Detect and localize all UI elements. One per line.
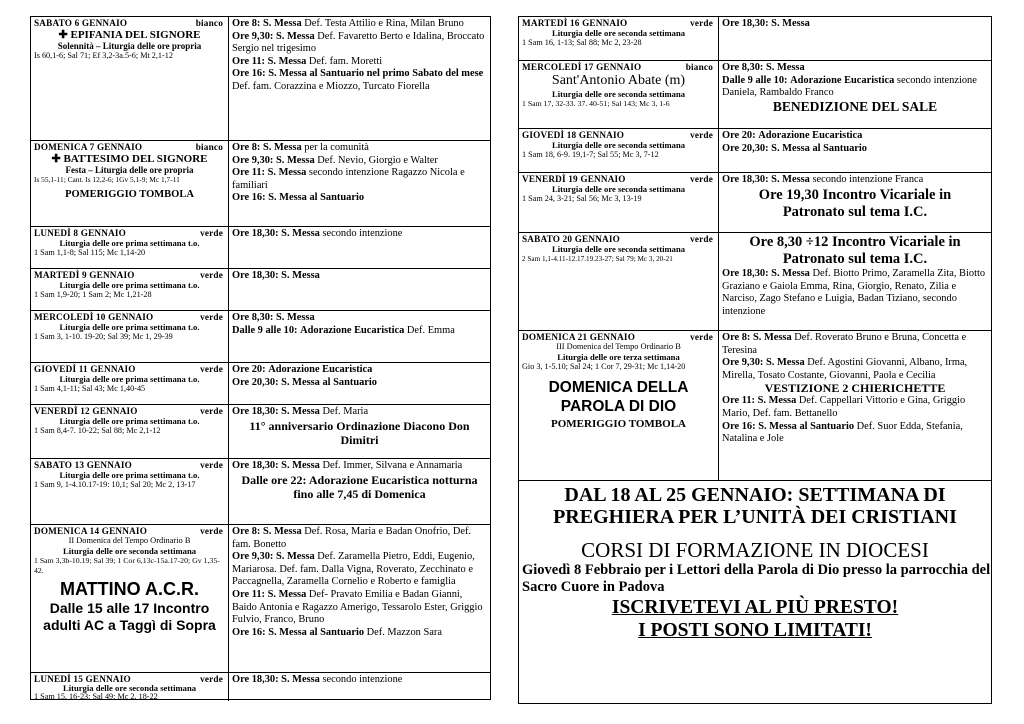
day-info bbox=[31, 17, 229, 140]
announcement-cta: I POSTI SONO LIMITATI! bbox=[638, 620, 872, 641]
mass-item: Ore 18,30: S. Messa Def. Biotto Primo, Zaramella Zita, Biotto Graziano e Gaiola Emma, Rina, Giorgio, Renato, Zilia e Narciso, Zago Stefano e Luigia, Badan Tiziano, secondo intenzione bbox=[722, 268, 986, 317]
event-note: BENEDIZIONE DEL SALE bbox=[772, 98, 938, 114]
day-header bbox=[522, 332, 715, 342]
mass-list bbox=[229, 311, 490, 362]
bible-references: 1 Sam 1,1-8; Sal 115; Mc 1,14-20 bbox=[34, 248, 146, 257]
liturgy-note: Liturgia delle ore seconda settimana bbox=[551, 28, 686, 38]
mass-item: Ore 8: S. Messa Def. Roverato Bruno e Bruna, Concetta e Teresina bbox=[722, 332, 967, 356]
event-note: Ore 8,30 ÷12 Incontro Vicariale in Patronato sul tema I.C. bbox=[749, 234, 961, 267]
day-info bbox=[519, 129, 719, 172]
feast-name: EPIFANIA DEL SIGNORE bbox=[70, 29, 201, 41]
day-block-gio18 bbox=[519, 129, 991, 173]
day-block-mar16 bbox=[519, 17, 991, 61]
day-title: LUNEDÌ 8 GENNAIO bbox=[34, 228, 127, 238]
feast-name: BATTESIMO DEL SIGNORE bbox=[63, 153, 208, 165]
mass-list bbox=[719, 61, 991, 128]
bible-references: 1 Sam 3, 1-10. 19-20; Sal 39; Mc 1, 29-39 bbox=[34, 332, 173, 341]
announcement-text: Giovedì 8 Febbraio per i Lettori della Parola di Dio presso la parrocchia del Sacro Cuore in Padova bbox=[522, 562, 991, 595]
liturgy-note: Liturgia delle ore seconda settimana bbox=[62, 683, 197, 693]
mass-item: Dalle 9 alle 10: Adorazione Eucaristica secondo intenzione Daniela, Rambaldo Franco bbox=[722, 74, 977, 99]
day-header bbox=[522, 174, 715, 184]
liturgical-color: verde bbox=[200, 228, 223, 238]
mass-list bbox=[229, 17, 490, 140]
liturgy-subtitle: II Domenica del Tempo Ordinario B bbox=[68, 536, 191, 545]
liturgical-color: verde bbox=[200, 312, 223, 322]
feast-title bbox=[34, 28, 225, 41]
mass-item: Ore 8: S. Messa Def. Testa Attilio e Rina, Milan Bruno bbox=[232, 18, 464, 29]
day-info bbox=[519, 61, 719, 128]
bible-references: 1 Sam 15, 16-23; Sal 49; Mc 2, 18-22 bbox=[34, 691, 158, 701]
mass-list bbox=[719, 173, 991, 232]
bible-references: 1 Sam 16, 1-13; Sal 88; Mc 2, 23-28 bbox=[522, 38, 642, 47]
liturgical-color: bianco bbox=[685, 62, 713, 72]
day-header bbox=[34, 270, 225, 280]
mass-item: Ore 20,30: S. Messa al Santuario bbox=[232, 376, 378, 388]
day-header bbox=[522, 18, 715, 28]
liturgy-note: Liturgia delle ore prima settimana t.o. bbox=[59, 374, 200, 384]
liturgy-note: Liturgia delle ore seconda settimana bbox=[551, 184, 686, 194]
liturgical-color: verde bbox=[200, 364, 223, 374]
liturgical-color: verde bbox=[200, 270, 223, 280]
day-info bbox=[519, 173, 719, 232]
day-block-sab20 bbox=[519, 233, 991, 331]
mass-list bbox=[719, 331, 991, 480]
feast-title: Sant'Antonio Abate (m) bbox=[551, 73, 686, 88]
mass-item: Ore 9,30: S. Messa Def. Agostini Giovanni, Albano, Irma, Mirella, Tosato Costante, Giovanni, Paola e Cecilia bbox=[722, 357, 968, 381]
event-note: VESTIZIONE 2 CHIERICHETTE bbox=[764, 381, 946, 396]
liturgy-note: Liturgia delle ore terza settimana bbox=[557, 352, 680, 362]
day-block-dom14 bbox=[31, 525, 490, 673]
mass-item: Ore 16: S. Messa al Santuario Def. Mazzon Sara bbox=[232, 626, 442, 638]
mass-item: Ore 18,30: S. Messa secondo intenzione Franca bbox=[722, 174, 924, 185]
mass-item: Ore 11: S. Messa Def. Cappellari Vittorio e Gina, Griggio Mario, Def. fam. Bettanello bbox=[722, 395, 966, 419]
mass-item: Ore 8,30: S. Messa bbox=[232, 312, 315, 323]
day-title: MARTEDÌ 16 GENNAIO bbox=[522, 18, 628, 28]
liturgical-color: verde bbox=[690, 130, 713, 140]
day-info bbox=[31, 459, 229, 524]
liturgy-subtitle: III Domenica del Tempo Ordinario B bbox=[556, 342, 681, 351]
bible-references: 1 Sam 4,1-11; Sal 43; Mc 1,40-45 bbox=[34, 384, 146, 393]
day-title: DOMENICA 14 GENNAIO bbox=[34, 526, 148, 536]
mass-item: Ore 11: S. Messa Def- Pravato Emilia e Badan Gianni, Baido Antonia e Ragazzo Amerigo, Tessarolo Ester, Griggio Fulvio, Franco, Bruno bbox=[232, 588, 483, 626]
event-title: MATTINO A.C.R. bbox=[60, 579, 199, 599]
feast-subtitle: Solennità – Liturgia delle ore propria bbox=[57, 41, 202, 51]
liturgical-color: verde bbox=[200, 674, 223, 684]
day-title: MERCOLEDÌ 17 GENNAIO bbox=[522, 62, 642, 72]
mass-item: Ore 20: Adorazione Eucaristica bbox=[722, 130, 863, 141]
mass-item: Ore 8: S. Messa Def. Rosa, Maria e Badan Onofrio, Def. fam. Bonetto bbox=[232, 526, 472, 550]
mass-list bbox=[229, 405, 490, 458]
liturgy-note: Liturgia delle ore prima settimana t.o. bbox=[59, 238, 200, 248]
mass-list bbox=[229, 141, 490, 226]
event-title: DOMENICA DELLA PAROLA DI DIO bbox=[548, 379, 689, 415]
mass-item: Ore 18,30: S. Messa Def. Immer, Silvana e Annamaria bbox=[232, 460, 463, 471]
day-info bbox=[31, 227, 229, 268]
day-info bbox=[31, 363, 229, 404]
day-block-dom7 bbox=[31, 141, 490, 227]
announcement-title: DAL 18 AL 25 GENNAIO: SETTIMANA DI PREGHIERA PER L’UNITÀ DEI CRISTIANI bbox=[553, 484, 957, 528]
feast-subtitle: Festa – Liturgia delle ore propria bbox=[65, 165, 194, 175]
mass-item: Ore 9,30: S. Messa Def. Favaretto Berto e Idalina, Broccato Sergio nel trigesimo bbox=[232, 30, 485, 55]
mass-item: Ore 9,30: S. Messa Def. Zaramella Pietro, Eddi, Eugenio, Mariarosa. Def. fam. Dalla Vigna, Roverato, Zecchinato e Paccagnella, Zaramella Cornelio e Roberto e famiglia bbox=[232, 551, 475, 588]
liturgical-color: bianco bbox=[195, 18, 223, 28]
mass-item: Ore 18,30: S. Messa secondo intenzione bbox=[232, 674, 403, 685]
day-title: DOMENICA 7 GENNAIO bbox=[34, 142, 143, 152]
day-block-mer17 bbox=[519, 61, 991, 129]
day-info bbox=[31, 311, 229, 362]
announcement-cta: ISCRIVETEVI AL PIÙ PRESTO! bbox=[611, 597, 899, 618]
day-info bbox=[519, 331, 719, 480]
day-block-mar9 bbox=[31, 269, 490, 311]
day-header bbox=[34, 526, 225, 536]
mass-item: Ore 18,30: S. Messa Def. Maria bbox=[232, 406, 369, 417]
mass-item: Dalle 9 alle 10: Adorazione Eucaristica Def. Emma bbox=[232, 324, 455, 336]
event-note: Dalle ore 22: Adorazione Eucaristica notturna fino alle 7,45 di Domenica bbox=[241, 472, 478, 502]
cross-icon: ✚ bbox=[58, 29, 68, 41]
bible-references: 1 Sam 24, 3-21; Sal 56; Mc 3, 13-19 bbox=[522, 194, 642, 203]
bible-references: Is 60,1-6; Sal 71; Ef 3,2-3a.5-6; Mt 2,1-12 bbox=[34, 51, 173, 60]
bible-references: 1 Sam 17, 32-33. 37. 40-51; Sal 143; Mc 3, 1-6 bbox=[522, 99, 670, 108]
day-title: VENERDÌ 12 GENNAIO bbox=[34, 406, 138, 416]
bible-references: 1 Sam 8,4-7. 10-22; Sal 88; Mc 2,1-12 bbox=[34, 426, 161, 435]
liturgy-note: Liturgia delle ore prima settimana t.o. bbox=[59, 416, 200, 426]
day-title: SABATO 13 GENNAIO bbox=[34, 460, 133, 470]
day-title: GIOVEDÌ 11 GENNAIO bbox=[34, 364, 136, 374]
mass-item: Ore 18,30: S. Messa secondo intenzione bbox=[232, 228, 403, 239]
left-column bbox=[30, 16, 491, 700]
liturgical-color: bianco bbox=[195, 142, 223, 152]
mass-item: Ore 18,30: S. Messa bbox=[232, 270, 320, 281]
day-info bbox=[519, 233, 719, 330]
day-title: VENERDÌ 19 GENNAIO bbox=[522, 174, 626, 184]
event-subtitle: Dalle 15 alle 17 Incontro adulti AC a Taggì di Sopra bbox=[43, 600, 216, 633]
liturgy-note: Liturgia delle ore seconda settimana bbox=[62, 546, 197, 556]
mass-list bbox=[719, 17, 991, 60]
event-note: 11° anniversario Ordinazione Diacono Don Dimitri bbox=[249, 418, 470, 448]
mass-list bbox=[229, 525, 490, 672]
mass-item: Ore 18,30: S. Messa bbox=[722, 18, 810, 29]
event-note: Ore 19,30 Incontro Vicariale in Patronato sul tema I.C. bbox=[758, 186, 952, 220]
mass-item: Ore 11: S. Messa Def. fam. Moretti bbox=[232, 55, 383, 67]
bible-references: Gio 3, 1-5.10; Sal 24; 1 Cor 7, 29-31; Mc 1,14-20 bbox=[522, 362, 686, 371]
day-info bbox=[31, 673, 229, 701]
mass-list bbox=[229, 363, 490, 404]
mass-item: Ore 20,30: S. Messa al Santuario bbox=[722, 142, 868, 154]
liturgical-color: verde bbox=[690, 234, 713, 244]
liturgical-color: verde bbox=[690, 174, 713, 184]
day-block-sab13 bbox=[31, 459, 490, 525]
day-info bbox=[31, 269, 229, 310]
day-info bbox=[519, 17, 719, 60]
day-block-sab6 bbox=[31, 17, 490, 141]
day-block-lun15 bbox=[31, 673, 490, 701]
liturgical-color: verde bbox=[200, 460, 223, 470]
day-header bbox=[522, 62, 715, 72]
liturgy-note: Liturgia delle ore seconda settimana bbox=[551, 244, 686, 254]
event-note: POMERIGGIO TOMBOLA bbox=[551, 418, 686, 430]
mass-list bbox=[229, 459, 490, 524]
liturgy-note: Liturgia delle ore seconda settimana bbox=[551, 140, 686, 150]
announcement-box bbox=[519, 482, 991, 703]
bible-references: 2 Sam 1,1-4.11-12.17.19.23-27; Sal 79; Mc 3, 20-21 bbox=[522, 255, 673, 263]
mass-item: Ore 8: S. Messa per la comunità bbox=[232, 142, 369, 153]
liturgy-note: Liturgia delle ore seconda settimana bbox=[551, 89, 686, 99]
day-title: SABATO 20 GENNAIO bbox=[522, 234, 621, 244]
feast-title bbox=[34, 152, 225, 165]
event-note: POMERIGGIO TOMBOLA bbox=[65, 189, 194, 200]
day-info bbox=[31, 141, 229, 226]
day-header bbox=[34, 142, 225, 152]
day-header bbox=[34, 18, 225, 28]
liturgy-note: Liturgia delle ore prima settimana t.o. bbox=[59, 322, 200, 332]
day-header bbox=[522, 130, 715, 140]
day-title: DOMENICA 21 GENNAIO bbox=[522, 332, 636, 342]
day-header bbox=[34, 460, 225, 470]
mass-item: Ore 16: S. Messa al Santuario nel primo Sabato del mese Def. fam. Corazzina e Miozzo, Turcato Fiorella bbox=[232, 68, 484, 92]
day-header bbox=[522, 234, 715, 244]
bible-references: 1 Sam 3,3b-10.19; Sal 39; 1 Cor 6,13c-15a.17-20; Gv 1,35-42. bbox=[34, 556, 220, 575]
liturgy-note: Liturgia delle ore prima settimana t.o. bbox=[59, 280, 200, 290]
day-header bbox=[34, 406, 225, 416]
day-header bbox=[34, 312, 225, 322]
mass-list bbox=[229, 269, 490, 310]
liturgy-note: Liturgia delle ore prima settimana t.o. bbox=[59, 470, 200, 480]
bible-references: 1 Sam 18, 6-9. 19,1-7; Sal 55; Mc 3, 7-12 bbox=[522, 150, 659, 159]
day-info bbox=[31, 525, 229, 672]
mass-item: Ore 16: S. Messa al Santuario bbox=[232, 192, 365, 204]
mass-item: Ore 8,30: S. Messa bbox=[722, 62, 805, 73]
day-title: MERCOLEDÌ 10 GENNAIO bbox=[34, 312, 154, 322]
day-title: MARTEDÌ 9 GENNAIO bbox=[34, 270, 135, 280]
day-header bbox=[34, 364, 225, 374]
day-block-lun8 bbox=[31, 227, 490, 269]
cross-icon: ✚ bbox=[51, 153, 61, 165]
bible-references: 1 Sam 9, 1-4.10.17-19: 10,1; Sal 20; Mc 2, 13-17 bbox=[34, 480, 196, 489]
day-block-gio11 bbox=[31, 363, 490, 405]
liturgical-color: verde bbox=[200, 526, 223, 536]
day-title: GIOVEDÌ 18 GENNAIO bbox=[522, 130, 625, 140]
day-block-mer10 bbox=[31, 311, 490, 363]
mass-item: Ore 16: S. Messa al Santuario Def. Suor Edda, Stefania, Natalina e Jole bbox=[722, 420, 963, 445]
mass-list bbox=[229, 227, 490, 268]
bible-references: 1 Sam 1,9-20; 1 Sam 2; Mc 1,21-28 bbox=[34, 290, 152, 299]
day-header bbox=[34, 228, 225, 238]
announcement-subtitle: CORSI DI FORMAZIONE IN DIOCESI bbox=[581, 538, 929, 562]
day-title: SABATO 6 GENNAIO bbox=[34, 18, 128, 28]
mass-item: Ore 11: S. Messa secondo intenzione Ragazzo Nicola e familiari bbox=[232, 167, 465, 191]
day-block-ven19 bbox=[519, 173, 991, 233]
mass-item: Ore 20: Adorazione Eucaristica bbox=[232, 364, 373, 375]
day-title: LUNEDÌ 15 GENNAIO bbox=[34, 674, 131, 684]
mass-list bbox=[719, 233, 991, 330]
day-block-dom21 bbox=[519, 331, 991, 481]
liturgical-color: verde bbox=[200, 406, 223, 416]
right-column bbox=[518, 16, 992, 704]
mass-list bbox=[229, 673, 490, 701]
mass-item: Ore 9,30: S. Messa Def. Nevio, Giorgio e Walter bbox=[232, 154, 438, 166]
day-block-ven12 bbox=[31, 405, 490, 459]
bible-references: Is 55,1-11; Cant. Is 12,2-6; 1Gv 5,1-9; Mc 1,7-11 bbox=[34, 175, 180, 184]
liturgical-color: verde bbox=[690, 332, 713, 342]
day-info bbox=[31, 405, 229, 458]
mass-list bbox=[719, 129, 991, 172]
liturgical-color: verde bbox=[690, 18, 713, 28]
